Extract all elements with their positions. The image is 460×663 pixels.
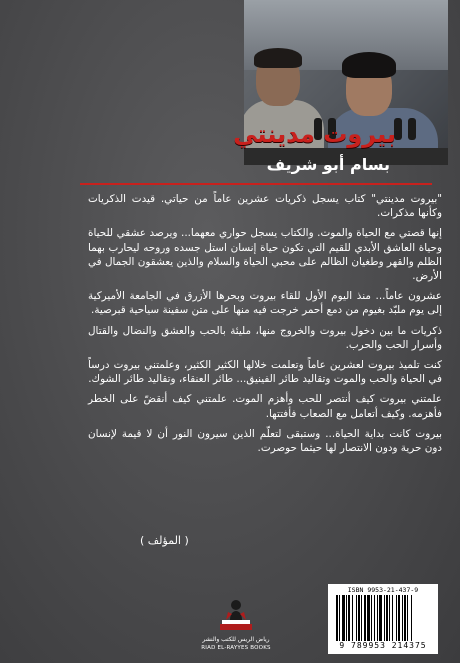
author-signature: ( المؤلف ) [140,534,189,547]
publisher-logo [194,594,278,654]
blurb-paragraph: إنها قصتي مع الحياة والموت. والكتاب يسجل حواري معهما... ويرصد عشقي للحياة وحياة العاشق الأبدي للقيم التي تكون حياة إنسان استل جسده وروحه ليحارب بهما الظلم والقهر وطغيان الظالم على محبي الحياة والسلام والذين يعشقون الجمال في الأرض. [88,227,442,283]
isbn-barcode [328,584,438,654]
barcode-bars [336,595,430,641]
barcode-bar [384,595,385,641]
isbn-label: ISBN 9953-21-437-9 [347,586,419,594]
blurb-paragraph: كنت تلميذ بيروت لعشرين عاماً وتعلمت خلالها الكثير الكثير، وعلمتني بيروت درساً في الحياة والحب والموت وتقاليد طائر الفينيق... طائر العنقاء، وتقاليد طائر الشوك. [88,359,442,386]
barcode-bar [342,595,345,641]
blurb-paragraph: "بيروت مدينتي" كتاب يسجل ذكريات عشرين عاماً من حياتي. قيدت الذكريات وكأنها مذكرات. [88,193,442,220]
book-title: بيروت مدينتي [233,120,396,148]
barcode-bar [386,595,388,641]
barcode-digits: 9 789953 214375 [339,641,427,650]
publisher-name-arabic: رياض الريس للكتب والنشر [202,636,270,643]
barcode-bar [396,595,397,641]
barcode-bar [411,595,412,641]
barcode-bar [389,595,390,641]
barcode-bar [371,595,372,641]
barcode-bar [352,595,353,641]
barcode-bar [358,595,360,641]
barcode-bar [379,595,382,641]
barcode-bar [364,595,366,641]
barcode-bar [361,595,362,641]
blurb-paragraph: ذكريات ما بين دخول بيروت والخروج منها، مليئة بالحب والعشق والنضال والقتال وأسرار الحب والحرب. [88,324,442,351]
barcode-bar [339,595,340,641]
barcode-bar [398,595,400,641]
barcode-bar [346,595,347,641]
barcode-bar [404,595,406,641]
title-divider [80,183,432,185]
blurb-paragraph: عشرون عاماً... منذ اليوم الأول للقاء بيروت وبحرها الأزرق في الجامعة الأميركية إلى يوم ملبّد بغيوم من دمع أحمر خرجت فيه منها على متن سفينة سياحية قبرصية. [88,290,442,317]
publisher-emblem-icon [216,594,256,634]
blurb-text [88,192,442,461]
barcode-bar [374,595,375,641]
barcode-bar [407,595,408,641]
barcode-bar [348,595,350,641]
barcode-bar [356,595,357,641]
author-name: بسام أبو شريف [266,155,390,174]
publisher-name-english: RIAD EL-RAYYES BOOKS [201,645,271,651]
barcode-bar [402,595,403,641]
barcode-bar [367,595,370,641]
barcode-bar [392,595,393,641]
barcode-bar [377,595,378,641]
barcode-bar [336,595,338,641]
blurb-paragraph: علمتني بيروت كيف أنتصر للحب وأهزم الموت. علمتني كيف أنقضّ على الخطر فأهزمه. وكيف أتعامل مع الصعاب فأفتتها. [88,393,442,420]
blurb-paragraph: بيروت كانت بداية الحياة... وستبقى لتعلّم الذين سيرون النور أن لا قيمة لإنسان دون حرية ودون الانتصار لها حيثما حوصرت. [88,427,442,455]
